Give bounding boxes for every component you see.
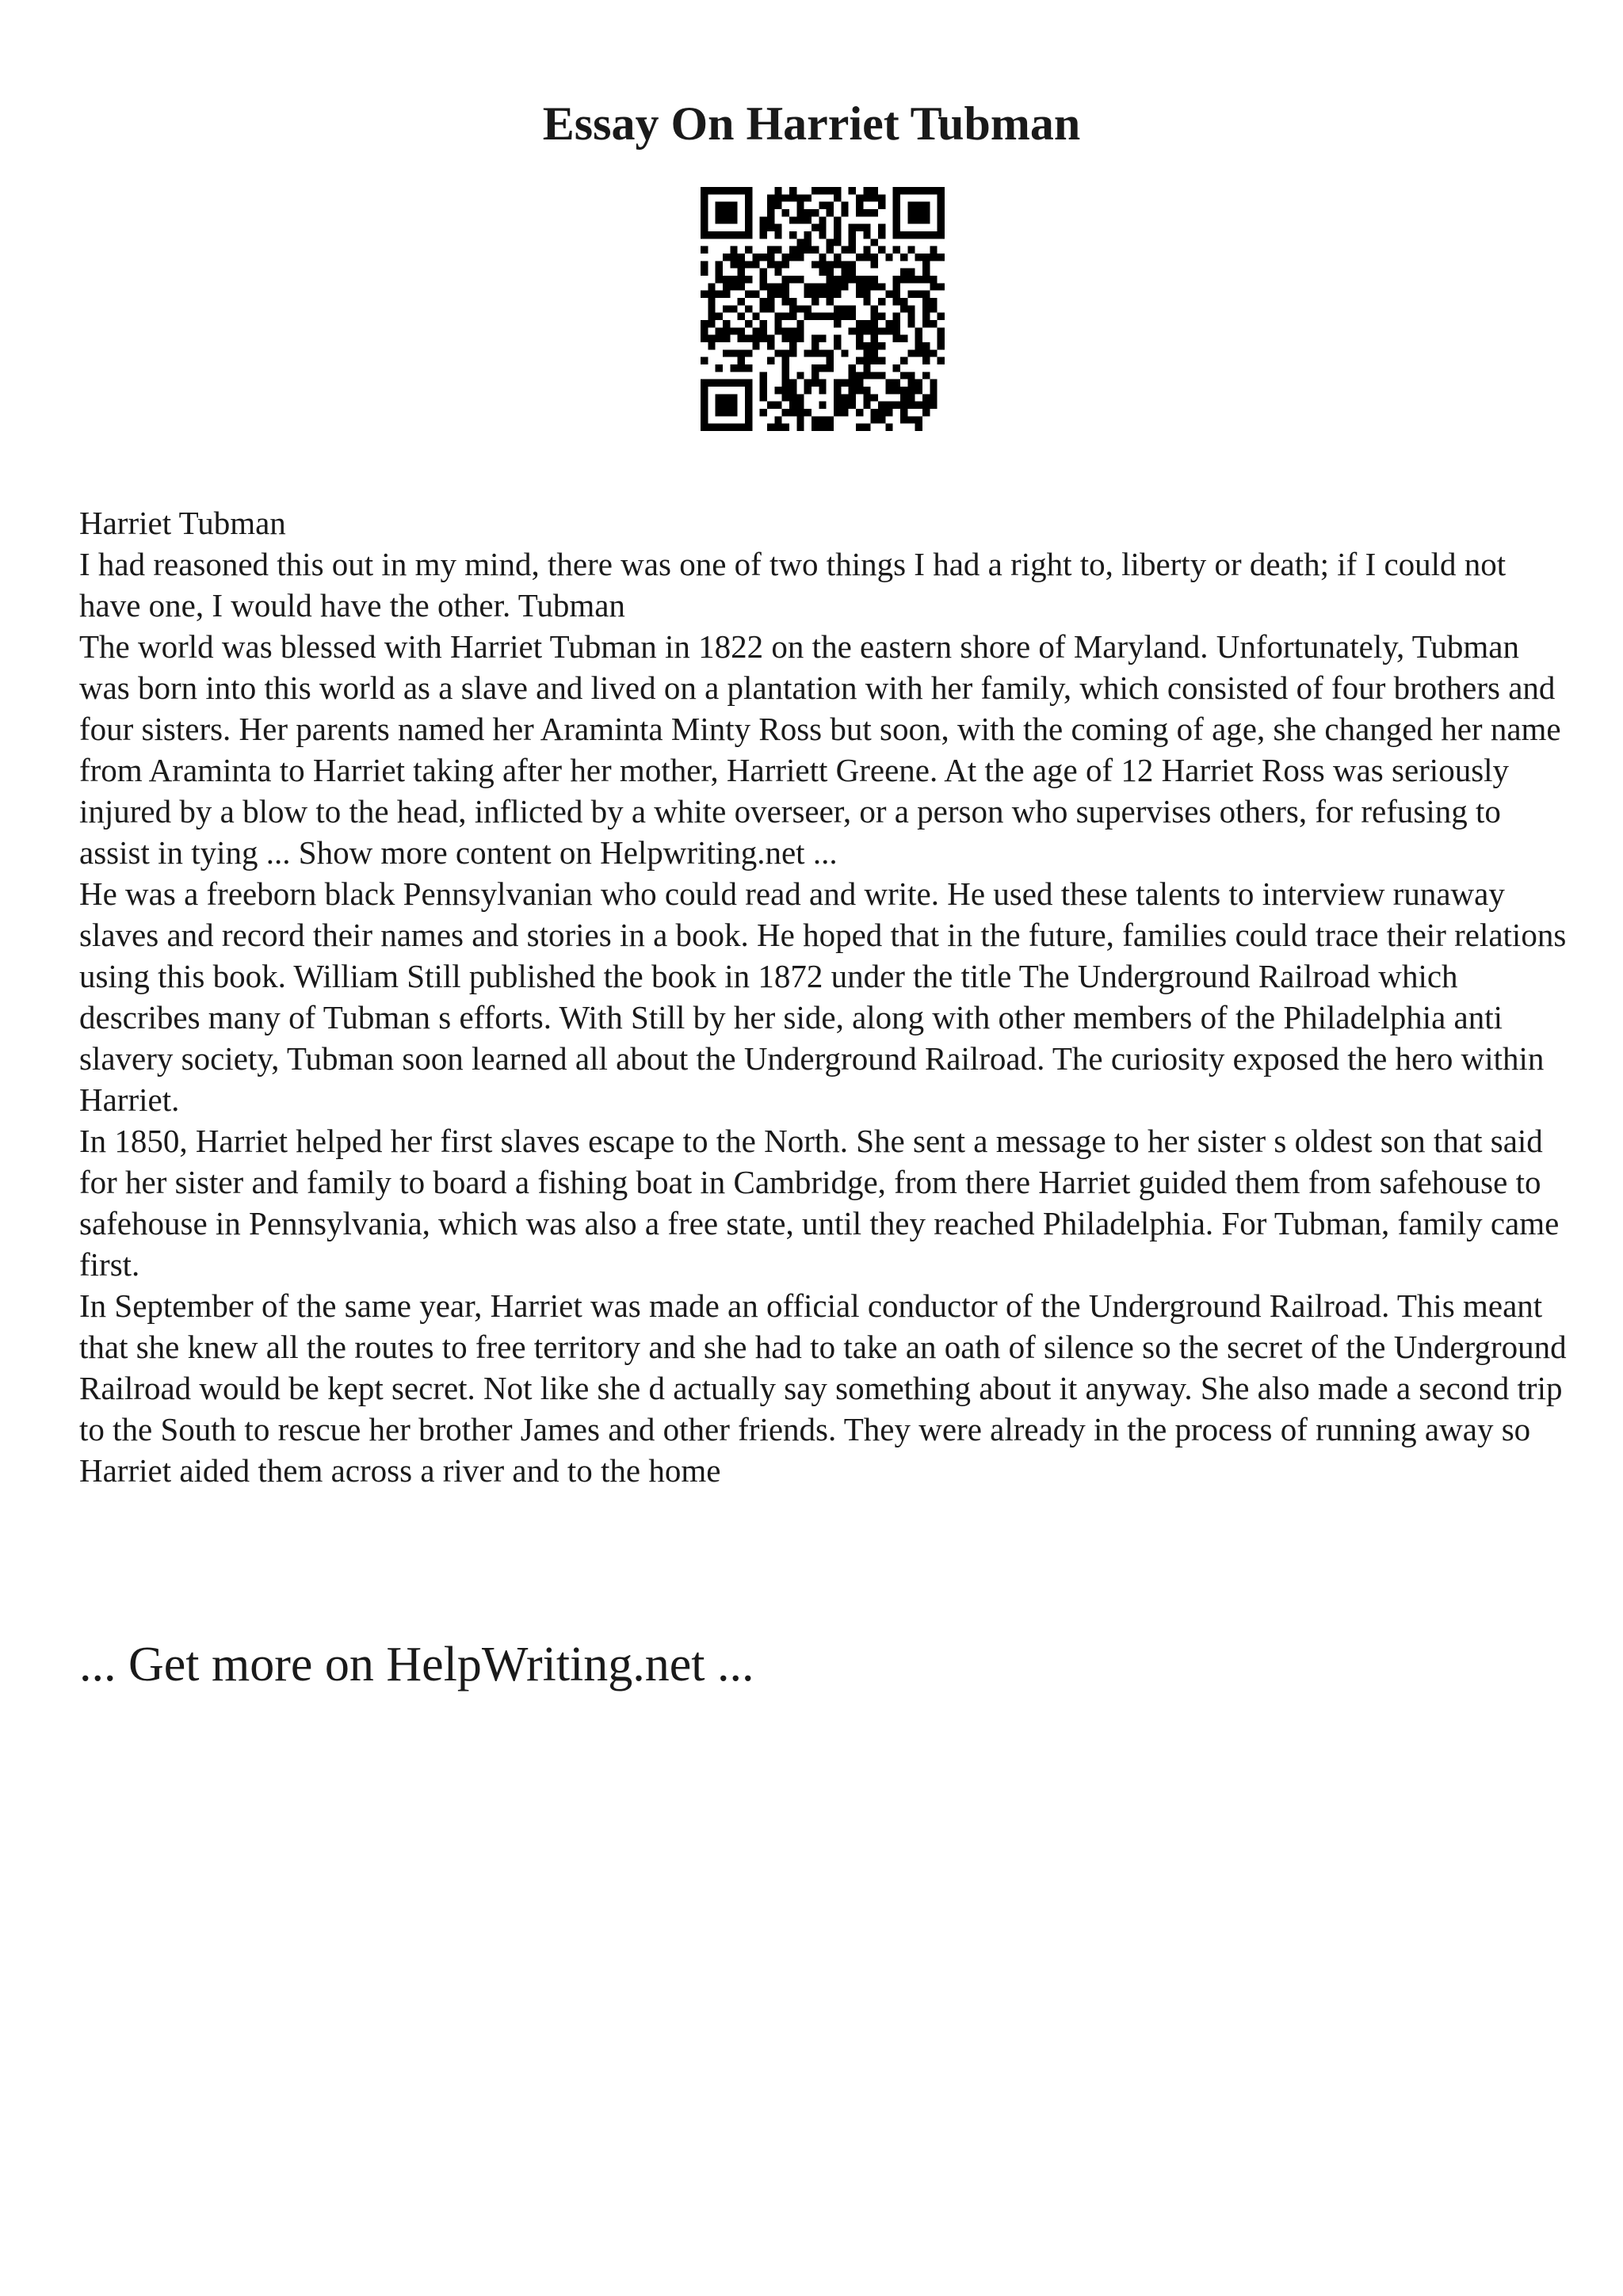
essay-paragraph: In 1850, Harriet helped her first slaves escape to the North. She sent a message to her sister s oldest son that said for her sister and family to board a fishing boat in Cambridge, from there Harriet guided them from safehouse to safehouse in Pennsylvania, which was also a free state, until they reached Philadelphia. For Tubman, family came first. (79, 1123, 1560, 1283)
page-title: Essay On Harriet Tubman (542, 97, 1081, 150)
essay-paragraph: He was a freeborn black Pennsylvanian who could read and write. He used these talents to interview runaway slaves and record their names and stories in a book. He hoped that in the future, families could trace their relations using this book. William Still published the book in 1872 under the title The Underground Railroad which describes many of Tubman s efforts. With Still by her side, along with other members of the Philadelphia anti slavery society, Tubman soon learned all about the Underground Railroad. The curiosity exposed the hero within Harriet. (79, 875, 1567, 1118)
essay-body (79, 502, 1569, 1491)
essay-heading: Harriet Tubman (79, 505, 286, 541)
essay-paragraph: The world was blessed with Harriet Tubman in 1822 on the eastern shore of Maryland. Unfortunately, Tubman was born into this world as a slave and lived on a plantation with her family, which consisted of four brothers and four sisters. Her parents named her Araminta Minty Ross but soon, with the coming of age, she changed her name from Araminta to Harriet taking after her mother, Harriett Greene. At the age of 12 Harriet Ross was seriously injured by a blow to the head, inflicted by a white overseer, or a person who supervises others, for refusing to assist in tying ... Show more content on Helpwriting.net ... (79, 628, 1561, 871)
qr-code-icon (701, 187, 945, 431)
essay-paragraph: In September of the same year, Harriet was made an official conductor of the Underground Railroad. This meant that she knew all the routes to free territory and she had to take an oath of silence so the secret of the Underground Railroad would be kept secret. Not like she d actually say something about it anyway. She also made a second trip to the South to rescue her brother James and other friends. They were already in the process of running away so Harriet aided them across a river and to the home (79, 1287, 1567, 1489)
essay-quote: I had reasoned this out in my mind, there was one of two things I had a right to, liberty or death; if I could not have one, I would have the other. Tubman (79, 546, 1507, 624)
get-more-link[interactable]: ... Get more on HelpWriting.net ... (79, 1638, 754, 1691)
